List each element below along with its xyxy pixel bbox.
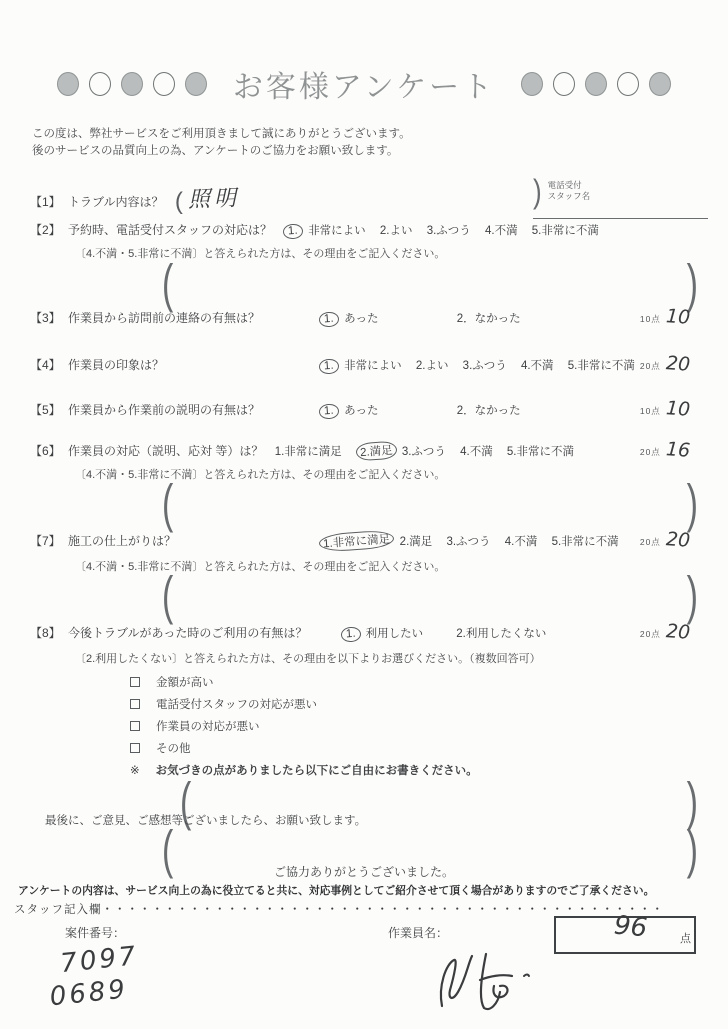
checkbox-row [130, 718, 260, 734]
total-score-box [554, 910, 696, 954]
close-bracket: ) [686, 254, 698, 314]
q5-score [640, 398, 690, 420]
score-unit-label: 点 [680, 933, 691, 945]
question-text: 作業員から作業前の説明の有無は？ [68, 403, 261, 417]
question-number: 【2】 [30, 223, 61, 237]
score-label: 10点 [639, 406, 661, 416]
open-bracket: ( [180, 772, 192, 832]
q6-reason-note: 〔4.不満・5.非常に不満〕と答えられた方は、その理由をご記入ください。 [75, 469, 446, 481]
footer-note: アンケートの内容は、サービス向上の為に役立てると共に、対応事例としてご紹介させて頂く場合がありますのでご了承ください。 [18, 885, 655, 897]
question-number: 【1】 [30, 195, 61, 209]
thanks-line: ご協力ありがとうございました。 [273, 865, 454, 879]
final-comment-prompt: 最後に、ご意見、ご感想等ございましたら、お願い致します。 [45, 815, 367, 827]
question-4 [30, 352, 700, 376]
q8-reason-note: 〔2.利用したくない〕と答えられた方は、その理由を以下よりお選びください。（複数回答可） [75, 653, 541, 665]
option: あった [344, 313, 379, 325]
option: 2.利用したくない [456, 628, 547, 640]
question-1 [30, 182, 700, 216]
close-bracket: ) [686, 820, 698, 880]
option: 5.非常に不満 [551, 536, 619, 548]
outline-circle-icon [89, 72, 111, 96]
worker-name-label: 作業員名： [388, 926, 449, 940]
form-header [0, 62, 728, 106]
filled-circle-icon [585, 72, 607, 96]
score-handwritten: 16 [665, 438, 691, 462]
q3-score [640, 306, 690, 328]
close-bracket: ) [686, 772, 698, 832]
question-3 [30, 305, 700, 329]
close-bracket: ) [533, 171, 542, 211]
checkbox-icon [130, 699, 140, 709]
circled-answer-mark: 1.非常に満足 [319, 529, 395, 552]
q6-free-answer-area [150, 474, 698, 534]
score-handwritten: 20 [665, 620, 691, 644]
question-6 [30, 438, 700, 462]
question-text: 予約時、電話受付スタッフの対応は？ [68, 223, 273, 237]
staff-entry-divider [14, 901, 718, 917]
option: 2．なかった [456, 405, 521, 417]
score-label: 10点 [639, 314, 661, 324]
circled-answer-mark: 1. [319, 311, 340, 327]
option: あった [344, 405, 379, 417]
option: 5.非常に不満 [567, 360, 635, 372]
question-text: トラブル内容は？ [68, 195, 164, 209]
close-bracket: ) [686, 474, 698, 534]
option: 非常によい [344, 360, 402, 372]
option: 3.ふつう [462, 360, 507, 372]
phone-staff-label1: 電話受付 [547, 180, 582, 190]
question-number: 【3】 [30, 311, 61, 325]
q7-score [640, 529, 690, 551]
question-2 [30, 221, 700, 239]
option: 5.非常に不満 [531, 225, 599, 237]
staff-entry-label: スタッフ記入欄 [14, 904, 102, 916]
worker-signature-handwriting [428, 946, 558, 1019]
decor-circles-left [57, 72, 207, 96]
q8-score [640, 621, 690, 643]
open-bracket: ( [174, 188, 183, 215]
option: 2.満足 [399, 536, 433, 548]
checkbox-row [130, 740, 191, 756]
option: 2．なかった [456, 313, 521, 325]
decor-circles-right [521, 72, 671, 96]
filled-circle-icon [121, 72, 143, 96]
open-bracket: ( [162, 820, 174, 880]
score-label: 20点 [639, 629, 661, 639]
open-bracket: ( [162, 566, 174, 626]
score-handwritten: 10 [665, 397, 691, 421]
circled-answer-mark: 1. [340, 626, 361, 642]
question-text: 作業員の対応（説明、応対 等）は？ [68, 444, 264, 458]
option: 非常によい [308, 225, 366, 237]
circled-answer-mark: 1. [283, 223, 304, 239]
score-label: 20点 [639, 537, 661, 547]
question-number: 【4】 [30, 358, 61, 372]
checkbox-label: 電話受付スタッフの対応が悪い [156, 699, 317, 711]
q4-score [640, 353, 690, 375]
question-text: 作業員から訪問前の連絡の有無は？ [68, 311, 261, 325]
q2-reason-note: 〔4.不満・5.非常に不満〕と答えられた方は、その理由をご記入ください。 [75, 248, 446, 260]
checkbox-label: その他 [156, 743, 191, 755]
case-number-label: 案件番号： [65, 926, 126, 940]
checkbox-row [130, 696, 317, 712]
intro-text [32, 126, 411, 160]
dotted-line: ・・・・・・・・・・・・・・・・・・・・・・・・・・・・・・・・・・・・・・・・・・・・・ [101, 904, 664, 916]
checkbox-icon [130, 743, 140, 753]
open-bracket: ( [162, 254, 174, 314]
option: 1.非常に満足 [274, 446, 342, 458]
intro-line2: 後のサービスの品質向上の為、アンケートのご協力をお願い致します。 [32, 145, 399, 157]
question-5 [30, 397, 700, 421]
option: 2.よい [415, 360, 449, 372]
filled-circle-icon [57, 72, 79, 96]
score-handwritten: 10 [665, 305, 691, 329]
question-text: 施工の仕上がりは？ [68, 534, 177, 548]
filled-circle-icon [521, 72, 543, 96]
form-title: お客様アンケート [232, 71, 496, 104]
checkbox-row [130, 674, 214, 690]
q7-free-answer-area [150, 566, 698, 626]
option: 5.非常に不満 [506, 446, 574, 458]
filled-circle-icon [649, 72, 671, 96]
question-number: 【6】 [30, 444, 61, 458]
option: 3.ふつう [426, 225, 471, 237]
phone-staff-label2: スタッフ名 [547, 191, 591, 201]
question-8 [30, 620, 700, 644]
question-number: 【5】 [30, 403, 61, 417]
score-handwritten: 20 [665, 352, 691, 376]
q2-free-answer-area [150, 254, 698, 314]
total-score-handwritten: 96 [612, 910, 649, 944]
question-number: 【8】 [30, 626, 61, 640]
case-number-handwriting: 7097 0689 [48, 941, 140, 1013]
option: 利用したい [365, 628, 424, 640]
outline-circle-icon [153, 72, 175, 96]
checkbox-label: 作業員の対応が悪い [156, 721, 260, 733]
reference-mark: ※ [130, 765, 140, 777]
question-number: 【7】 [30, 534, 61, 548]
circled-answer-mark: 1. [319, 403, 340, 419]
option: 3.ふつう [401, 446, 446, 458]
option: 4.不満 [504, 536, 538, 548]
circled-answer-mark: 1. [319, 358, 340, 374]
q1-handwritten-answer: 照明 [187, 186, 241, 213]
question-7 [30, 528, 700, 552]
checkbox-label: 金額が高い [156, 677, 214, 689]
option: 4.不満 [520, 360, 554, 372]
option: 2.よい [379, 225, 413, 237]
option: 4.不満 [484, 225, 518, 237]
score-handwritten: 20 [665, 528, 691, 552]
close-bracket: ) [686, 566, 698, 626]
checkbox-icon [130, 677, 140, 687]
checkbox-icon [130, 721, 140, 731]
intro-line1: この度は、弊社サービスをご利用頂きまして誠にありがとうございます。 [32, 128, 411, 140]
q7-reason-note: 〔4.不満・5.非常に不満〕と答えられた方は、その理由をご記入ください。 [75, 561, 446, 573]
question-text: 作業員の印象は？ [68, 358, 165, 372]
outline-circle-icon [553, 72, 575, 96]
score-label: 20点 [639, 447, 661, 457]
q6-score [640, 439, 690, 461]
filled-circle-icon [185, 72, 207, 96]
circled-answer-mark: 2.満足 [355, 441, 397, 462]
open-bracket: ( [162, 474, 174, 534]
option: 4.不満 [460, 446, 493, 458]
outline-circle-icon [617, 72, 639, 96]
option: 3.ふつう [446, 536, 491, 548]
free-note-text: お気づきの点がありましたら以下にご自由にお書きください。 [155, 765, 478, 777]
score-label: 20点 [639, 361, 661, 371]
question-text: 今後トラブルがあった時のご利用の有無は？ [68, 626, 308, 640]
